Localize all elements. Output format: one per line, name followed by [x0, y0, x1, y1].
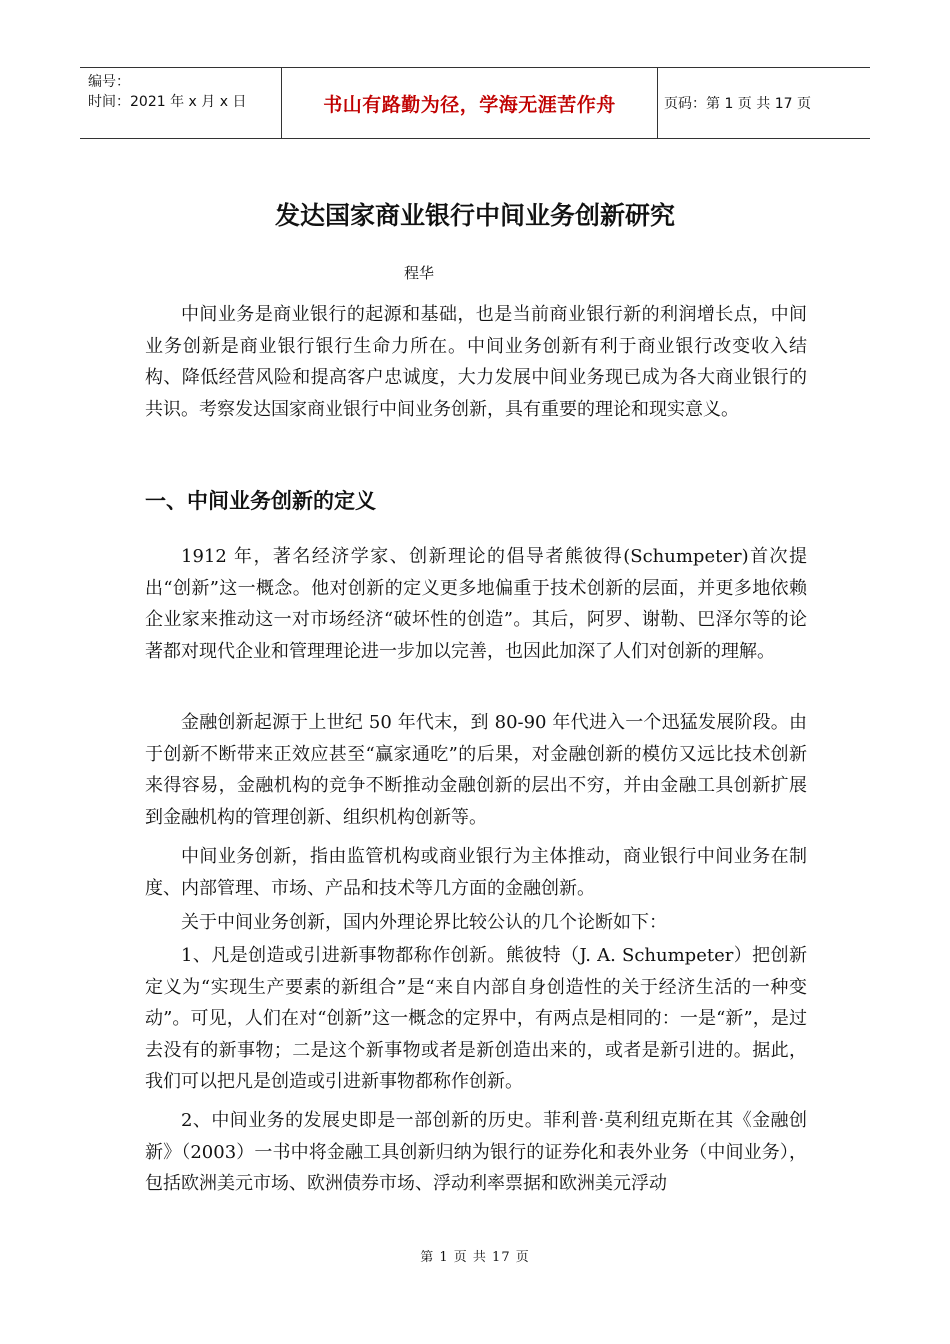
page-footer: 第 1 页 共 17 页: [420, 1250, 530, 1265]
author: 程华: [404, 264, 435, 282]
time-label: 时间：2021 年 x 月 x 日: [88, 94, 247, 110]
paragraph-6: 2、中间业务的发展史即是一部创新的历史。菲利普·莫利纽克斯在其《金融创新》（2003）一书中将金融工具创新归纳为银行的证券化和表外业务（中间业务），包括欧洲美元市场、欧洲债券市场、浮动利率票据和欧洲美元浮动: [145, 1110, 807, 1194]
header-motto-cell: [282, 68, 658, 138]
header-meta-cell: [80, 68, 282, 138]
header-page-cell: [658, 68, 870, 138]
paragraph-2: 金融创新起源于上世纪 50 年代末，到 80-90 年代进入一个迅猛发展阶段。由于创新不断带来正效应甚至“赢家通吃”的后果，对金融创新的模仿又远比技术创新来得容易，金融机构的竞争不断推动金融创新的层出不穷，并由金融工具创新扩展到金融机构的管理创新、组织机构创新等。: [145, 712, 807, 828]
paragraph-3: 中间业务创新，指由监管机构或商业银行为主体推动，商业银行中间业务在制度、内部管理、市场、产品和技术等几方面的金融创新。: [145, 846, 807, 899]
document-title: 发达国家商业银行中间业务创新研究: [274, 201, 675, 230]
document-header: [80, 67, 870, 139]
section-heading: 一、中间业务创新的定义: [145, 489, 376, 513]
serial-label: 编号：: [88, 74, 130, 90]
paragraph-1: 1912 年，著名经济学家、创新理论的倡导者熊彼得(Schumpeter)首次提出“创新”这一概念。他对创新的定义更多地偏重于技术创新的层面，并更多地依赖企业家来推动这一对市场经济“破坏性的创造”。其后，阿罗、谢勒、巴泽尔等的论著都对现代企业和管理理论进一步加以完善，也因此加深了人们对创新的理解。: [145, 546, 807, 662]
page-code: 页码：第 1 页 共 17 页: [664, 96, 811, 112]
intro-paragraph: 中间业务是商业银行的起源和基础，也是当前商业银行新的利润增长点，中间业务创新是商业银行银行生命力所在。中间业务创新有利于商业银行改变收入结构、降低经营风险和提高客户忠诚度，大力发展中间业务现已成为各大商业银行的共识。考察发达国家商业银行中间业务创新，具有重要的理论和现实意义。: [145, 304, 807, 420]
paragraph-5: 1、凡是创造或引进新事物都称作创新。熊彼特（J. A. Schumpeter）把创新定义为“实现生产要素的新组合”是“来自内部自身创造性的关于经济生活的一种变动”。可见，人们在对“创新”这一概念的定界中，有两点是相同的：一是“新”，是过去没有的新事物；二是这个新事物或者是新创造出来的，或者是新引进的。据此，我们可以把凡是创造或引进新事物都称作创新。: [145, 945, 807, 1092]
motto: 书山有路勤为径，学海无涯苦作舟: [323, 93, 616, 116]
paragraph-4: 关于中间业务创新，国内外理论界比较公认的几个论断如下：: [181, 912, 667, 933]
